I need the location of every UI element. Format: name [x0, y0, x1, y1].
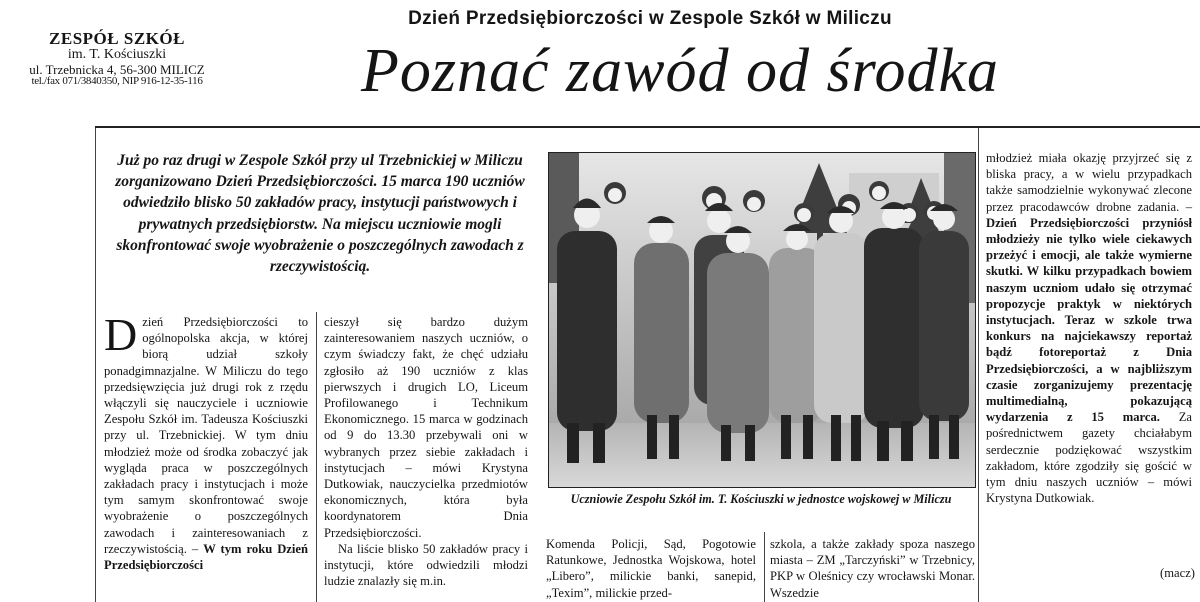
article-headline: Poznać zawód od środka [361, 37, 999, 105]
column-divider-5 [978, 128, 979, 602]
col3-paragraph: Komenda Policji, Sąd, Pogotowie Ratunkowe, Jednostka Wojskowa, hotel „Libero”, milickie banki, sanepid, „Texim”, milickie przed- [546, 537, 756, 600]
col2-paragraph-2: Na liście blisko 50 zakładów pracy i instytucji, które odwiedzili młodzi ludzie znalazły się m.in. [324, 541, 528, 589]
group-photo-illustration [549, 153, 975, 487]
top-rule [95, 126, 1200, 128]
body-column-3 [546, 536, 756, 601]
author-signature: (macz) [1160, 566, 1195, 580]
left-border [95, 128, 96, 602]
column-divider-3 [764, 532, 765, 602]
stamp-patron: im. T. Kościuszki [67, 46, 167, 62]
photo-caption: Uczniowie Zespołu Szkół im. T. Kościuszki w jednostce wojskowej w Miliczu [570, 492, 952, 506]
dropcap: D [104, 309, 138, 360]
stamp-school-name: ZESPÓŁ SZKÓŁ [49, 29, 185, 48]
col5-text-2: Za pośrednictwem gazety chciałabym serdecznie podziękować wszystkim zakładom, które zgodziły się gościć w tym dniu naszych uczniów – mówi Krystyna Dutkowiak. [986, 410, 1192, 506]
col5-text-1: młodzież miała okazję przyjrzeć się z bliska pracy, a w wielu przypadkach także samodzielnie wykonywać zlecone przez pracodawców drobne zadania. – [986, 151, 1192, 214]
column-divider-1 [316, 312, 317, 602]
col4-paragraph: szkola, a także zakłady spoza naszego miasta – ZM „Tarczyński” w Trzebnicy, PKP w Oleśnicy czy wrocławski Monar. Wszedzie [770, 537, 975, 600]
col1-text: zień Przedsiębiorczości to ogólnopolska akcja, w której biorą udział szkoły ponadgimnazjalne. W Miliczu do tego przedsięwzięcia już drugi rok z rzędu włączyli się nauczyciele i uczniowie Zespołu Szkół im. Tadeusza Kościuszki przy ul. Trzebnickiej. W tym dniu młodzież może od środka zobaczyć jak wygląda praca w poszczególnych zakładach pracy i instytucjach i może tym samym skonfrontować swoje wyobrażenie o poszczególnych zawodach i zainteresowaniach z rzeczywistością. – [104, 315, 308, 556]
group-photo [548, 152, 976, 488]
col1-bold-text: W tym roku Dzień Przedsiębiorczości [104, 541, 308, 573]
school-stamp [12, 30, 222, 88]
article-kicker: Dzień Przedsiębiorczości w Zespole Szkół w Miliczu [408, 8, 892, 29]
body-column-4 [770, 536, 975, 601]
col2-paragraph-1: cieszył się bardzo dużym zainteresowaniem naszych uczniów, o czym świadczy fakt, że chęć udziału zgłosiło aż 190 uczniów z klas pierwszych i drugich LO, Liceum Profilowanego i Technikum Ekonomicznego. 15 marca w godzinach od 9 do 13.30 przebywali oni w wybranych przez siebie zakładach i instytucjach – mówi Krystyna Dutkowiak, nauczycielka przedmiotów ekonomicznych, która była koordynatorem Dnia Przedsiębiorczości. [324, 315, 528, 540]
article-lead: Już po raz drugi w Zespole Szkół przy ul Trzebnickiej w Miliczu zorganizowano Dzień Przedsiębiorczości. 15 marca 190 uczniów odwiedziło blisko 50 zakładów pracy, instytucji państwowych i prywatnych przedsiębiorstw. Na miejscu uczniowie mogli skonfrontować swoje wyobrażenie o poszczególnych zawodach z rzeczywistością. [115, 152, 525, 276]
col5-bold-quote: Dzień Przedsiębiorczości przyniósł młodzieży nie tylko wiele ciekawych przeżyć i emocji, ale także wymierne skutki. W kilku przypadkach bowiem naszym uczniom udało się otrzymać propozycje praktyk w niektórych instytucjach. Teraz w szkole trwa konkurs na najciekawszy reportaż bądź fotoreportaż z Dnia Przedsiębiorczości, a w najbliższym czasie zorganizujemy prezentację multimedialną, pokazującą wydarzenia z 15 marca. [986, 215, 1192, 425]
stamp-address: ul. Trzebnicka 4, 56-300 MILICZ [29, 61, 205, 77]
body-column-5 [986, 150, 1192, 506]
body-column-1 [104, 309, 308, 573]
body-column-2 [324, 314, 528, 589]
stamp-phone: tel./fax 071/3840350, NIP 916-12-35-116 [31, 75, 203, 88]
